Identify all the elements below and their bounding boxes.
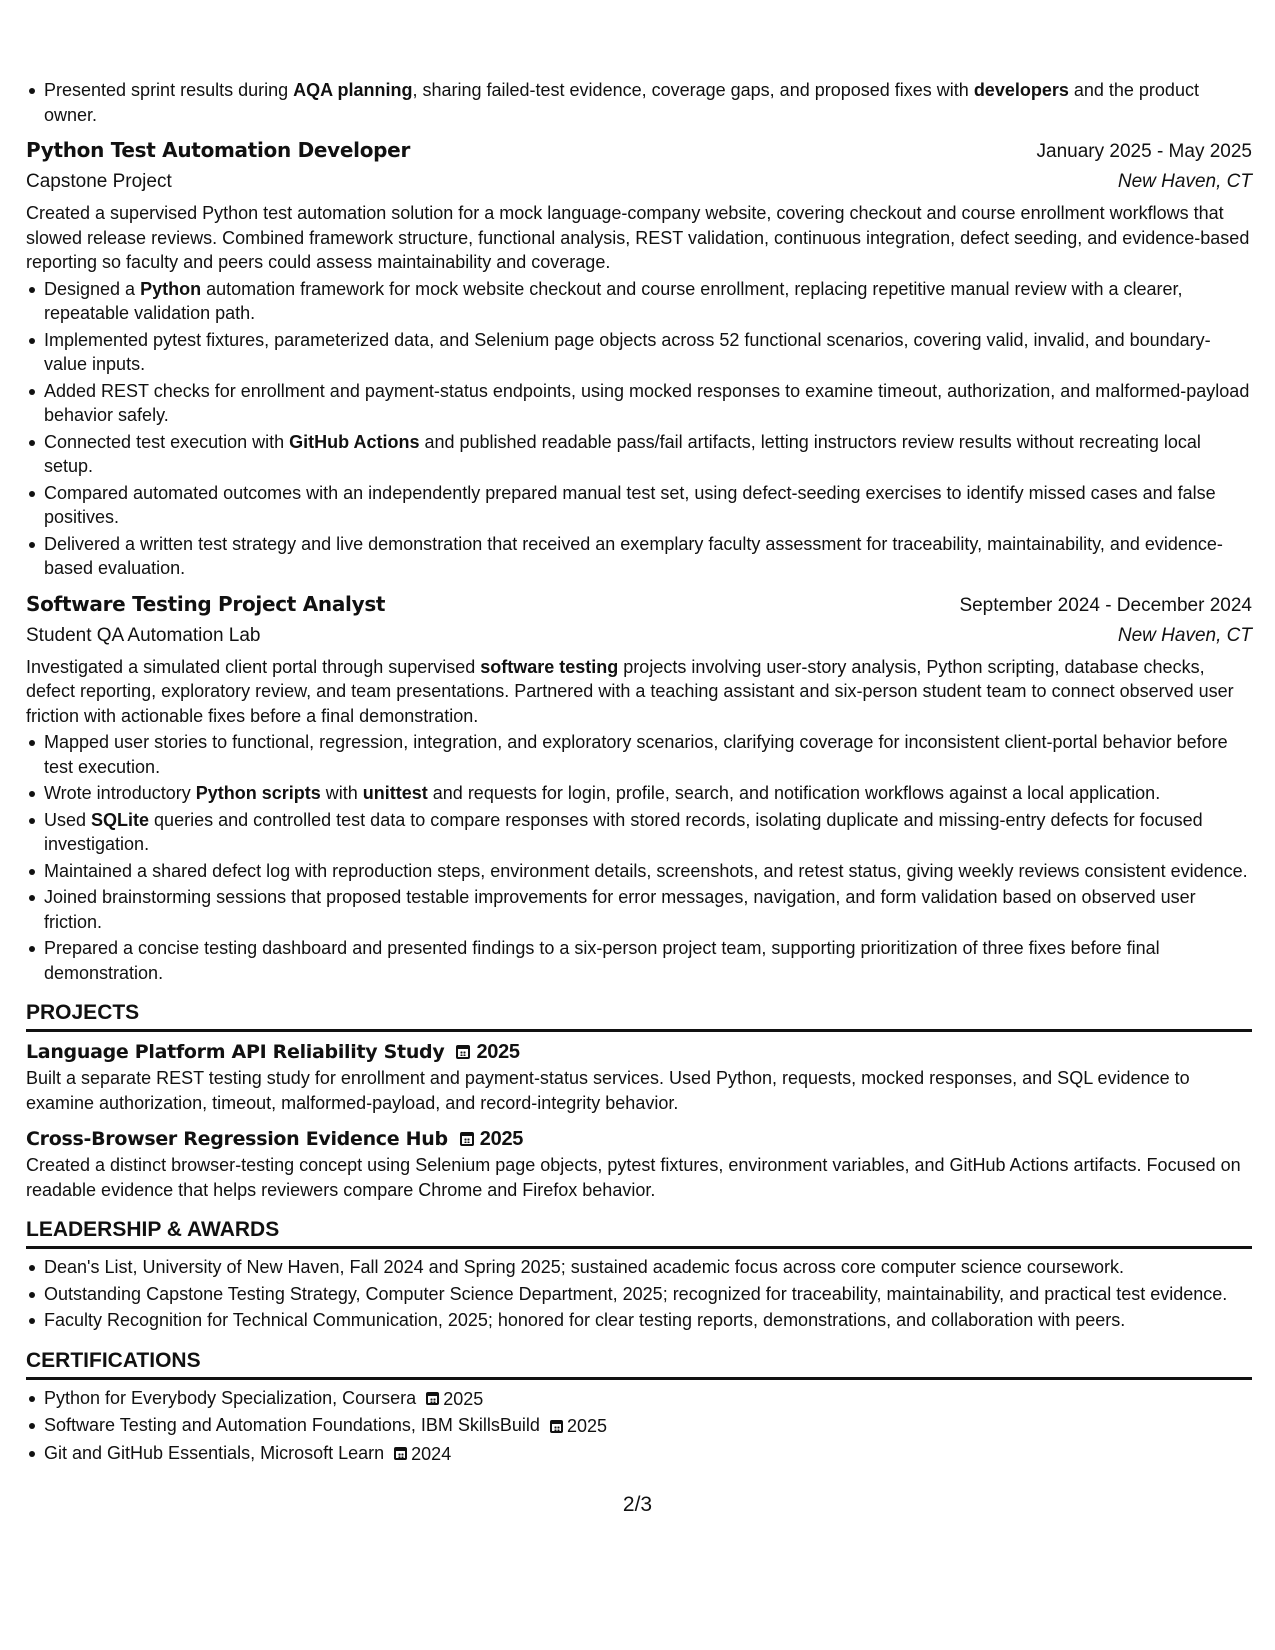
- job-dates: September 2024 - December 2024: [959, 594, 1252, 616]
- list-item: Used SQLite queries and controlled test data to compare responses with stored records, isolating duplicate and missing-entry defects for focused investigation.: [26, 808, 1252, 857]
- intro-bullet-list: [26, 78, 1252, 127]
- certification-year: 2025: [566, 1416, 607, 1436]
- bold-text: Python scripts: [195, 783, 321, 803]
- list-item: Mapped user stories to functional, regression, integration, and exploratory scenarios, clarifying coverage for inconsistent client-portal behavior before test execution.: [26, 730, 1252, 779]
- certifications-list: [26, 1386, 1252, 1467]
- section-heading-projects: PROJECTS: [26, 999, 1252, 1032]
- list-item: Delivered a written test strategy and live demonstration that received an exemplary faculty assessment for traceability, maintainability, and evidence-based evaluation.: [26, 532, 1252, 581]
- job-entry-software-testing-analyst: [26, 589, 1252, 986]
- project-title: Cross-Browser Regression Evidence Hub: [26, 1128, 448, 1150]
- bold-text: developers: [973, 80, 1069, 100]
- job-dates: January 2025 - May 2025: [1036, 141, 1252, 162]
- section-heading-certifications: CERTIFICATIONS: [26, 1347, 1252, 1380]
- project-description: Created a distinct browser-testing concept using Selenium page objects, pytest fixtures, environment variables, and GitHub Actions artifacts. Focused on readable evidence that helps reviewers compare Chrome and Firefox behavior.: [26, 1155, 1241, 1200]
- list-item: Maintained a shared defect log with reproduction steps, environment details, screenshots, and retest status, giving weekly reviews consistent evidence.: [26, 859, 1252, 884]
- project-year: 2025: [476, 1041, 520, 1063]
- list-item: [26, 1386, 1252, 1412]
- resume-page: [26, 78, 1252, 1468]
- bold-text: unittest: [362, 783, 428, 803]
- calendar-icon: [426, 1392, 439, 1405]
- calendar-icon: [550, 1420, 563, 1433]
- project-title: Language Platform API Reliability Study: [26, 1041, 445, 1063]
- project-year: 2025: [479, 1128, 524, 1150]
- job-bullet-list: [26, 730, 1252, 985]
- job-entry-python-test-automation: [26, 135, 1252, 581]
- job-organization: Student QA Automation Lab: [26, 624, 261, 646]
- page-number: 2/3: [622, 1493, 653, 1516]
- bold-text: AQA planning: [293, 80, 413, 100]
- bold-text: Python: [140, 278, 202, 299]
- list-item: Joined brainstorming sessions that proposed testable improvements for error messages, navigation, and form validation based on observed user friction.: [26, 885, 1252, 934]
- list-item: Added REST checks for enrollment and payment-status endpoints, using mocked responses to examine timeout, authorization, and malformed-payload behavior safely.: [26, 379, 1252, 428]
- bold-text: SQLite: [91, 809, 150, 830]
- certification-year: 2025: [443, 1388, 484, 1409]
- calendar-icon: [456, 1045, 470, 1059]
- list-item: Wrote introductory Python scripts with unittest and requests for login, profile, search, and notification workflows against a local application.: [26, 781, 1252, 806]
- list-item: Implemented pytest fixtures, parameterized data, and Selenium page objects across 52 functional scenarios, covering valid, invalid, and boundary-value inputs.: [26, 328, 1252, 377]
- job-location: New Haven, CT: [1117, 624, 1252, 646]
- list-item: Compared automated outcomes with an independently prepared manual test set, using defect-seeding exercises to identify missed cases and false positives.: [26, 481, 1252, 530]
- job-summary: Created a supervised Python test automation solution for a mock language-company website, covering checkout and course enrollment workflows that slowed release reviews. Combined framework structure, functional analysis, REST validation, continuous integration, defect seeding, and evidence-based reporting so faculty and peers could assess maintainability and coverage.: [26, 203, 1250, 272]
- list-item: Dean's List, University of New Haven, Fall 2024 and Spring 2025; sustained academic focus across core computer science coursework.: [26, 1255, 1252, 1280]
- job-title: Python Test Automation Developer: [26, 138, 411, 162]
- list-item: [26, 1413, 1252, 1439]
- calendar-icon: [460, 1132, 474, 1146]
- certification-name: Python for Everybody Specialization, Coursera: [44, 1387, 417, 1408]
- certification-name: Software Testing and Automation Foundations, IBM SkillsBuild: [44, 1415, 540, 1435]
- project-entry: [26, 1038, 1252, 1115]
- list-item: Connected test execution with GitHub Actions and published readable pass/fail artifacts, letting instructors review results without recreating local setup.: [26, 430, 1252, 479]
- job-summary: Investigated a simulated client portal through supervised software testing projects involving user-story analysis, Python scripting, database checks, defect reporting, exploratory review, and team presentations. Partnered with a teaching assistant and six-person student team to connect observed user friction with actionable fixes before a final demonstration.: [26, 656, 1234, 726]
- bold-text: GitHub Actions: [289, 431, 420, 452]
- list-item: Outstanding Capstone Testing Strategy, Computer Science Department, 2025; recognized for traceability, maintainability, and practical test evidence.: [26, 1282, 1252, 1307]
- certification-name: Git and GitHub Essentials, Microsoft Learn: [44, 1442, 385, 1463]
- project-entry: [26, 1125, 1252, 1202]
- list-item: Prepared a concise testing dashboard and presented findings to a six-person project team, supporting prioritization of three fixes before final demonstration.: [26, 936, 1252, 985]
- list-item: Faculty Recognition for Technical Communication, 2025; honored for clear testing reports, demonstrations, and collaboration with peers.: [26, 1308, 1252, 1333]
- job-title: Software Testing Project Analyst: [26, 591, 386, 616]
- job-organization: Capstone Project: [26, 171, 172, 192]
- awards-list: [26, 1255, 1252, 1333]
- certification-year: 2024: [411, 1443, 452, 1464]
- list-item: Designed a Python automation framework for mock website checkout and course enrollment, replacing repetitive manual review with a clearer, repeatable validation path.: [26, 277, 1252, 326]
- project-description: Built a separate REST testing study for enrollment and payment-status services. Used Python, requests, mocked responses, and SQL evidence to examine authorization, timeout, malformed-payload, and record-integrity behavior.: [26, 1068, 1190, 1113]
- calendar-icon: [394, 1447, 407, 1460]
- list-item: [26, 1441, 1252, 1467]
- section-heading-leadership: LEADERSHIP & AWARDS: [26, 1216, 1252, 1249]
- job-bullet-list: [26, 277, 1252, 581]
- list-item: Presented sprint results during AQA planning, sharing failed-test evidence, coverage gaps, and proposed fixes with developers and the product owner.: [26, 78, 1252, 127]
- bold-text: software testing: [480, 656, 619, 677]
- job-location: New Haven, CT: [1117, 171, 1252, 192]
